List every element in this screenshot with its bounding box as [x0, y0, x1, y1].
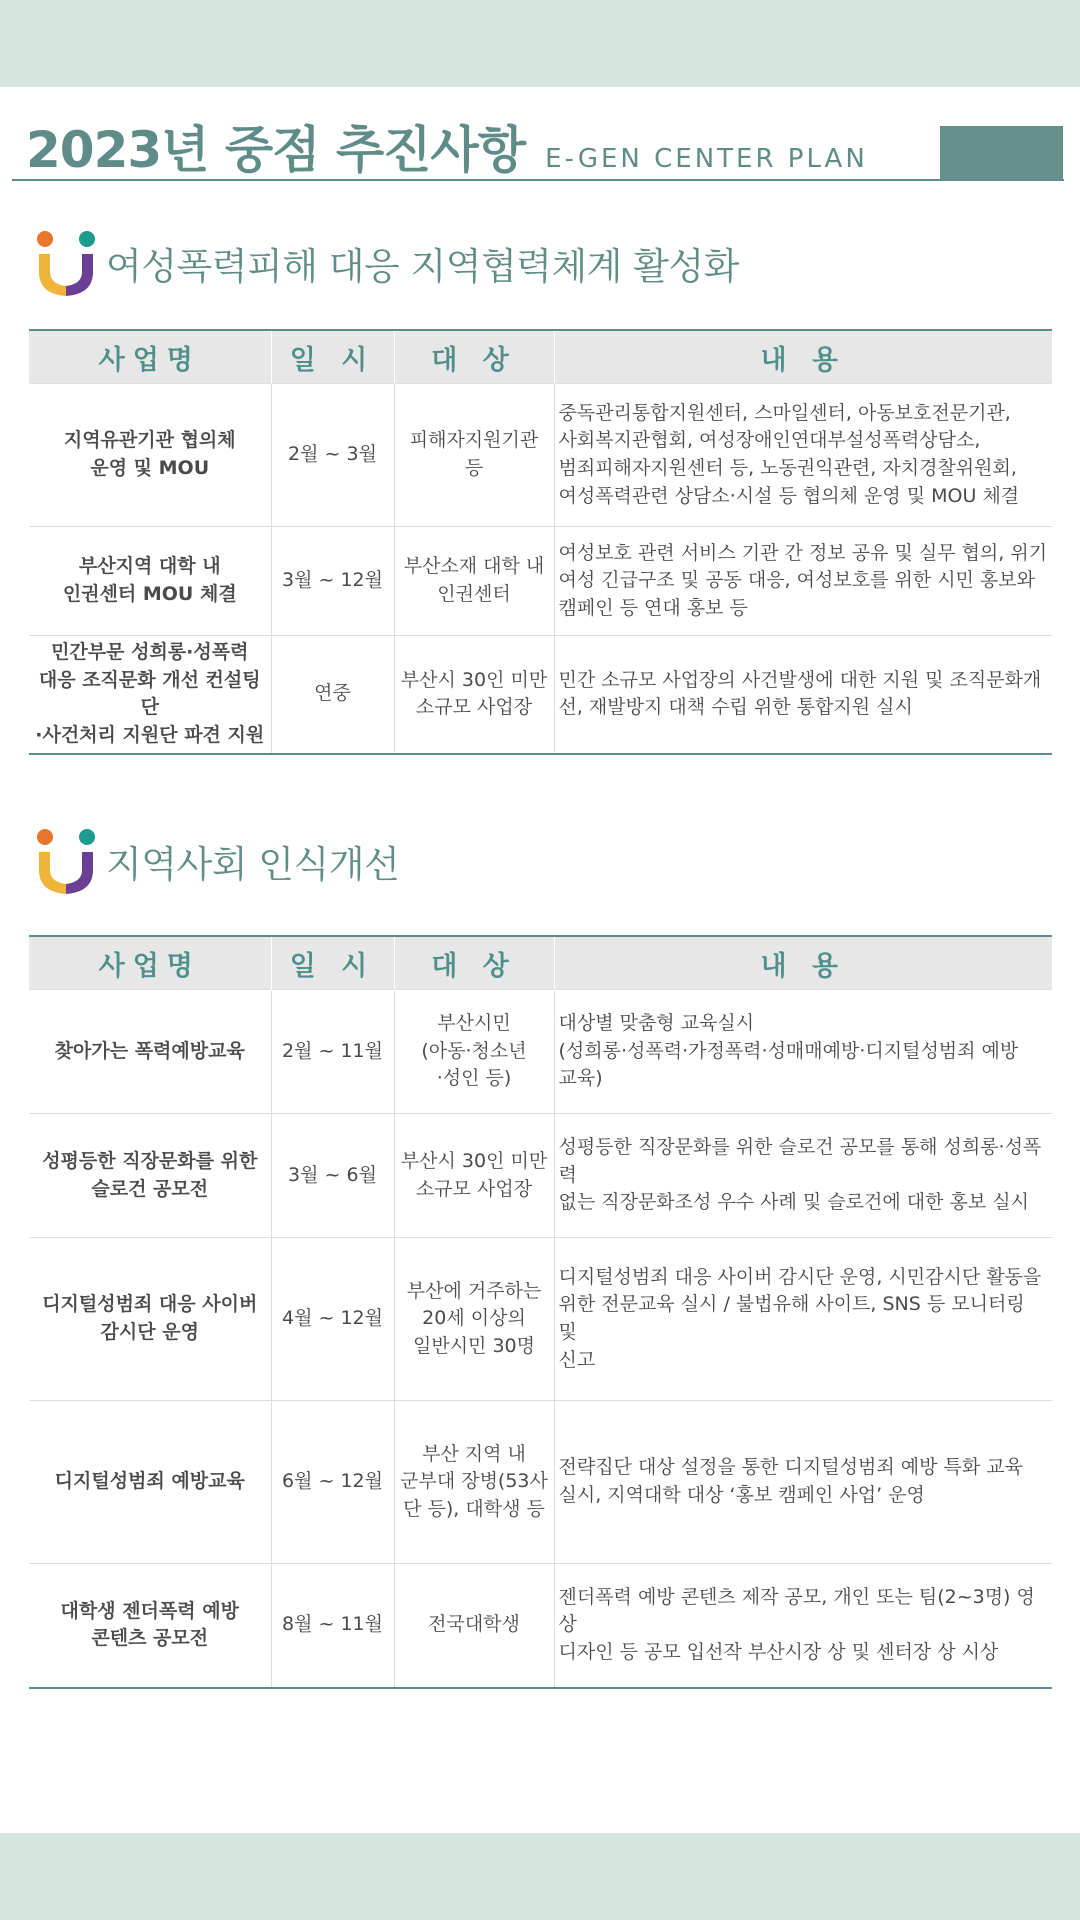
program-target: 전국대학생 [394, 1564, 554, 1688]
table-row [29, 636, 1052, 754]
plan-table [29, 329, 1052, 755]
program-content: 성평등한 직장문화를 위한 슬로건 공모를 통해 성희롱·성폭력 없는 직장문화조성 우수 사례 및 슬로건에 대한 홍보 실시 [554, 1114, 1052, 1238]
title-divider [12, 179, 1064, 181]
table-row [29, 990, 1052, 1114]
table-row [29, 1114, 1052, 1238]
bottom-band [0, 1833, 1080, 1920]
program-name: 디지털성범죄 대응 사이버 감시단 운영 [29, 1238, 271, 1401]
table-row [29, 1564, 1052, 1688]
column-header: 일 시 [271, 936, 394, 990]
program-target: 부산소재 대학 내 인권센터 [394, 527, 554, 636]
program-target: 부산에 거주하는 20세 이상의 일반시민 30명 [394, 1238, 554, 1401]
table-row [29, 384, 1052, 527]
page-title: 2023년 중점 추진사항 [26, 121, 526, 179]
program-target: 피해자지원기관 등 [394, 384, 554, 527]
program-content: 젠더폭력 예방 콘텐츠 제작 공모, 개인 또는 팀(2~3명) 영상 디자인 등 공모 입선작 부산시장 상 및 센터장 상 시상 [554, 1564, 1052, 1688]
page-header [26, 110, 868, 180]
program-content: 중독관리통합지원센터, 스마일센터, 아동보호전문기관, 사회복지관협회, 여성장애인연대부설성폭력상담소, 범죄피해자지원센터 등, 노동권익관련, 자치경찰위원회, 여성폭력관련 상담소·시설 등 협의체 운영 및 MOU 체결 [554, 384, 1052, 527]
program-target: 부산시 30인 미만 소규모 사업장 [394, 636, 554, 754]
section-title: 지역사회 인식개선 [106, 843, 400, 886]
column-header: 내 용 [554, 330, 1052, 384]
column-header: 내 용 [554, 936, 1052, 990]
table-row [29, 527, 1052, 636]
program-target: 부산 지역 내 군부대 장병(53사 단 등), 대학생 등 [394, 1401, 554, 1564]
column-header: 대 상 [394, 936, 554, 990]
program-date: 2월 ~ 11월 [271, 990, 394, 1114]
program-content: 여성보호 관련 서비스 기관 간 정보 공유 및 실무 협의, 위기 여성 긴급구조 및 공동 대응, 여성보호를 위한 시민 홍보와 캠페인 등 연대 홍보 등 [554, 527, 1052, 636]
program-name: 민간부문 성희롱·성폭력 대응 조직문화 개선 컨설팅단 ·사건처리 지원단 파견 지원 [29, 636, 271, 754]
program-content: 민간 소규모 사업장의 사건발생에 대한 지원 및 조직문화개 선, 재발방지 대책 수립 위한 통합지원 실시 [554, 636, 1052, 754]
program-date: 3월 ~ 12월 [271, 527, 394, 636]
title-accent-block [940, 126, 1063, 180]
program-date: 8월 ~ 11월 [271, 1564, 394, 1688]
program-name: 부산지역 대학 내 인권센터 MOU 체결 [29, 527, 271, 636]
program-target: 부산시 30인 미만 소규모 사업장 [394, 1114, 554, 1238]
program-name: 성평등한 직장문화를 위한 슬로건 공모전 [29, 1114, 271, 1238]
top-band [0, 0, 1080, 87]
program-name: 디지털성범죄 예방교육 [29, 1401, 271, 1564]
program-date: 3월 ~ 6월 [271, 1114, 394, 1238]
program-date: 4월 ~ 12월 [271, 1238, 394, 1401]
section-header [36, 826, 399, 896]
column-header: 대 상 [394, 330, 554, 384]
program-date: 6월 ~ 12월 [271, 1401, 394, 1564]
column-header: 일 시 [271, 330, 394, 384]
section-title: 여성폭력피해 대응 지역협력체계 활성화 [106, 245, 739, 288]
program-name: 찾아가는 폭력예방교육 [29, 990, 271, 1114]
section-header [36, 228, 739, 298]
program-date: 2월 ~ 3월 [271, 384, 394, 527]
table-row [29, 1238, 1052, 1401]
program-target: 부산시민 (아동·청소년 ·성인 등) [394, 990, 554, 1114]
column-header: 사업명 [29, 330, 271, 384]
column-header: 사업명 [29, 936, 271, 990]
program-date: 연중 [271, 636, 394, 754]
page-subtitle: E-GEN CENTER PLAN [545, 144, 868, 174]
center-logo-icon [36, 826, 98, 896]
program-name: 지역유관기관 협의체 운영 및 MOU [29, 384, 271, 527]
center-logo-icon [36, 228, 98, 298]
table-row [29, 1401, 1052, 1564]
program-name: 대학생 젠더폭력 예방 콘텐츠 공모전 [29, 1564, 271, 1688]
program-content: 대상별 맞춤형 교육실시 (성희롱·성폭력·가정폭력·성매매예방·디지털성범죄 예방 교육) [554, 990, 1052, 1114]
program-content: 전략집단 대상 설정을 통한 디지털성범죄 예방 특화 교육 실시, 지역대학 대상 ‘홍보 캠페인 사업’ 운영 [554, 1401, 1052, 1564]
plan-table [29, 935, 1052, 1689]
program-content: 디지털성범죄 대응 사이버 감시단 운영, 시민감시단 활동을 위한 전문교육 실시 / 불법유해 사이트, SNS 등 모니터링 및 신고 [554, 1238, 1052, 1401]
